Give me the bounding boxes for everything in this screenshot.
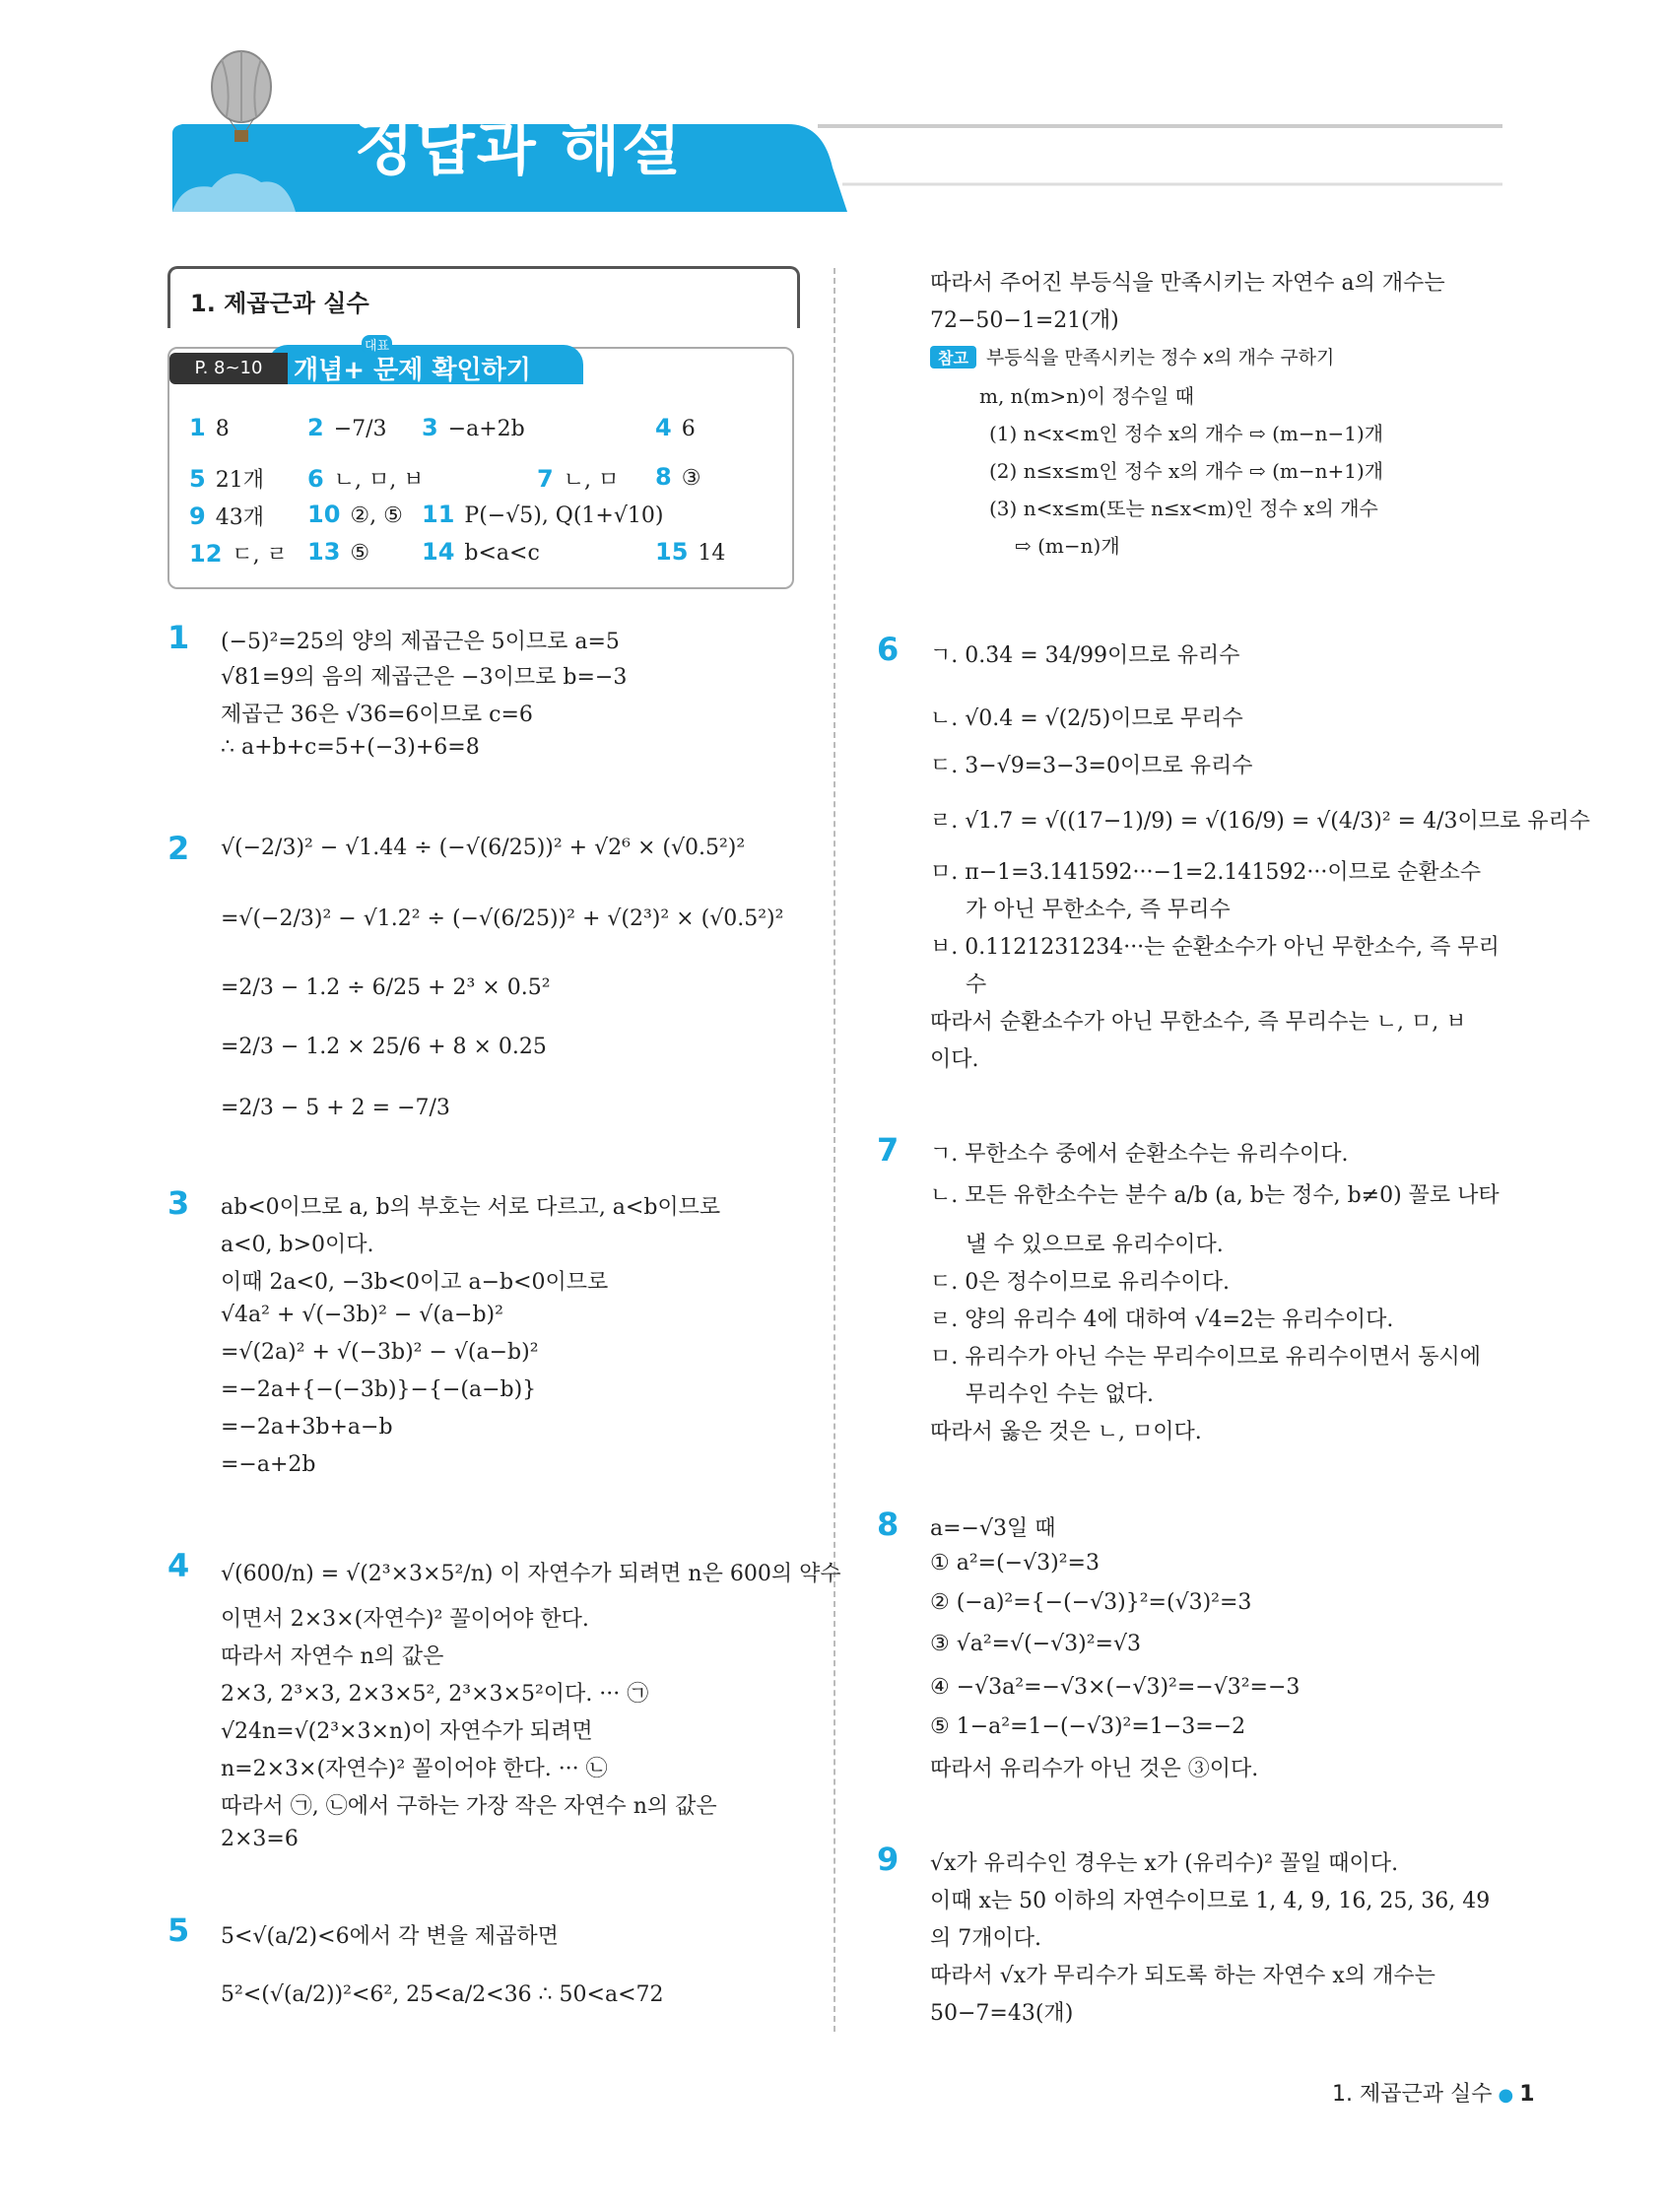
solution-line: ∴ a+b+c=5+(−3)+6=8 xyxy=(221,735,480,760)
header-banner xyxy=(0,39,1668,236)
answer-item: 9 43개 xyxy=(189,503,264,530)
solution-line: 따라서 유리수가 아닌 것은 ③이다. xyxy=(930,1757,1259,1781)
answer-label-badge: 대표 xyxy=(362,335,392,354)
solution-line: ㅁ. 유리수가 아닌 수는 무리수이므로 유리수이면서 동시에 xyxy=(930,1345,1482,1370)
solution-line: 72−50−1=21(개) xyxy=(930,308,1119,333)
solution-line: ㄴ. √0.4 = √(2/5)이므로 무리수 xyxy=(930,706,1243,731)
solution-line: ㄴ. 모든 유한소수는 분수 a/b (a, b는 정수, b≠0) 꼴로 나타 xyxy=(930,1183,1500,1208)
answer-item: 1 8 xyxy=(189,414,230,441)
solution-line: =−2a+3b+a−b xyxy=(221,1415,393,1440)
solution-line: ① a²=(−√3)²=3 xyxy=(930,1551,1100,1575)
answer-item: 5 21개 xyxy=(189,465,264,493)
problem-number: 1 xyxy=(167,619,190,656)
answer-item: 12 ㄷ, ㄹ xyxy=(189,540,288,568)
problem-number: 8 xyxy=(877,1506,900,1543)
column-divider xyxy=(834,268,835,2032)
answer-label-text: 개념+ 문제 확인하기 xyxy=(294,356,531,385)
solution-line: √(600/n) = √(2³×3×5²/n) 이 자연수가 되려면 n은 600의 약수 xyxy=(221,1562,841,1586)
solution-line: (−5)²=25의 양의 제곱근은 5이므로 a=5 xyxy=(221,630,620,654)
solution-line: ㅁ. π−1=3.141592···−1=2.141592···이므로 순환소수 xyxy=(930,860,1482,885)
answer-item: 13 ⑤ xyxy=(307,538,370,566)
answer-item: 15 14 xyxy=(655,538,726,566)
solution-line: =2/3 − 1.2 ÷ 6/25 + 2³ × 0.5² xyxy=(221,975,551,1000)
solution-line: √(−2/3)² − √1.44 ÷ (−√(6/25))² + √2⁶ × (√0.5²)² xyxy=(221,836,746,860)
problem-number: 2 xyxy=(167,830,190,867)
note-badge: 참고 xyxy=(930,346,976,369)
solution-line: ③ √a²=√(−√3)²=√3 xyxy=(930,1632,1142,1656)
solution-line: 이때 2a<0, −3b<0이고 a−b<0이므로 xyxy=(221,1270,609,1295)
solution-line: √24n=√(2³×3×n)이 자연수가 되려면 xyxy=(221,1719,593,1744)
solution-line: ㄱ. 무한소수 중에서 순환소수는 유리수이다. xyxy=(930,1142,1349,1167)
problem-number: 4 xyxy=(167,1547,190,1584)
solution-line: 50−7=43(개) xyxy=(930,2001,1074,2026)
answer-item: 10 ②, ⑤ xyxy=(307,501,403,528)
solution-line: =2/3 − 5 + 2 = −7/3 xyxy=(221,1096,450,1120)
note-line: m, n(m>n)이 정수일 때 xyxy=(979,384,1195,408)
solution-line: 가 아닌 무한소수, 즉 무리수 xyxy=(966,898,1231,922)
problem-number: 7 xyxy=(877,1131,900,1169)
solution-line: 제곱근 36은 √36=6이므로 c=6 xyxy=(221,703,533,727)
solution-line: 2×3=6 xyxy=(221,1827,299,1851)
solution-line: 수 xyxy=(966,972,987,997)
solution-line: =√(2a)² + √(−3b)² − √(a−b)² xyxy=(221,1340,539,1365)
solution-line: ㅂ. 0.1121231234···는 순환소수가 아닌 무한소수, 즉 무리 xyxy=(930,935,1500,960)
note-heading xyxy=(930,343,1334,369)
solution-line: n=2×3×(자연수)² 꼴이어야 한다. ··· ㉡ xyxy=(221,1757,608,1781)
solution-line: 이면서 2×3×(자연수)² 꼴이어야 한다. xyxy=(221,1607,589,1632)
answer-item: 2 −7/3 xyxy=(307,414,387,441)
solution-line: =−2a+{−(−3b)}−{−(a−b)} xyxy=(221,1377,537,1402)
answer-item: 4 6 xyxy=(655,414,696,441)
note-line: (3) n<x≤m(또는 n≤x<m)인 정수 x의 개수 xyxy=(989,497,1378,520)
answer-item: 7 ㄴ, ㅁ xyxy=(537,465,620,493)
answer-item: 14 b<a<c xyxy=(422,538,540,566)
solution-line: ab<0이므로 a, b의 부호는 서로 다르고, a<b이므로 xyxy=(221,1195,721,1220)
solution-line: 따라서 √x가 무리수가 되도록 하는 자연수 x의 개수는 xyxy=(930,1964,1435,1988)
solution-line: =−a+2b xyxy=(221,1452,316,1477)
bullet-icon: ● xyxy=(1498,2085,1514,2106)
solution-line: 2×3, 2³×3, 2×3×5², 2³×3×5²이다. ··· ㉠ xyxy=(221,1682,649,1707)
problem-number: 3 xyxy=(167,1184,190,1222)
solution-line: 따라서 주어진 부등식을 만족시키는 자연수 a의 개수는 xyxy=(930,271,1445,296)
solution-line: 5²<(√(a/2))²<6², 25<a/2<36 ∴ 50<a<72 xyxy=(221,1982,664,2007)
note-line: (1) n<x<m인 정수 x의 개수 ⇨ (m−n−1)개 xyxy=(989,422,1384,445)
note-title: 부등식을 만족시키는 정수 x의 개수 구하기 xyxy=(985,347,1335,369)
solution-line: 따라서 순환소수가 아닌 무한소수, 즉 무리수는 ㄴ, ㅁ, ㅂ xyxy=(930,1010,1467,1035)
solution-line: 이다. xyxy=(930,1047,979,1072)
solution-line: 이때 x는 50 이하의 자연수이므로 1, 4, 9, 16, 25, 36, 49 xyxy=(930,1889,1491,1913)
solution-line: a=−√3일 때 xyxy=(930,1516,1056,1541)
solution-line: =√(−2/3)² − √1.2² ÷ (−√(6/25))² + √(2³)² × (√0.5²)² xyxy=(221,906,784,931)
solution-line: 따라서 ㉠, ㉡에서 구하는 가장 작은 자연수 n의 값은 xyxy=(221,1794,717,1819)
page-range-tab: P. 8~10 xyxy=(169,353,288,384)
footer-chapter: 1. 제곱근과 실수 xyxy=(1332,2082,1493,2107)
solution-line: √x가 유리수인 경우는 x가 (유리수)² 꼴일 때이다. xyxy=(930,1851,1399,1876)
note-line: (2) n≤x≤m인 정수 x의 개수 ⇨ (m−n+1)개 xyxy=(989,459,1384,483)
solution-line: ㄷ. 3−√9=3−3=0이므로 유리수 xyxy=(930,754,1253,778)
solution-line: 5<√(a/2)<6에서 각 변을 제곱하면 xyxy=(221,1924,559,1949)
solution-line: ㄱ. 0.3̇4̇ = 34/99이므로 유리수 xyxy=(930,643,1240,668)
problem-number: 6 xyxy=(877,631,900,668)
solution-line: =2/3 − 1.2 × 25/6 + 8 × 0.25 xyxy=(221,1035,547,1059)
solution-line: 따라서 옳은 것은 ㄴ, ㅁ이다. xyxy=(930,1420,1202,1444)
solution-line: 의 7개이다. xyxy=(930,1926,1041,1951)
solution-line: ② (−a)²={−(−√3)}²=(√3)²=3 xyxy=(930,1590,1252,1615)
answer-item: 11 P(−√5), Q(1+√10) xyxy=(422,501,664,528)
problem-number: 9 xyxy=(877,1841,900,1878)
page-footer xyxy=(1332,2077,1535,2108)
section-title: 1. 제곱근과 실수 xyxy=(190,290,369,317)
page-number: 1 xyxy=(1519,2082,1535,2107)
solution-line: ㄹ. 양의 유리수 4에 대하여 √4=2는 유리수이다. xyxy=(930,1307,1394,1332)
solution-line: 무리수인 수는 없다. xyxy=(966,1382,1154,1407)
answer-item: 6 ㄴ, ㅁ, ㅂ xyxy=(307,465,425,493)
solution-line: √4a² + √(−3b)² − √(a−b)² xyxy=(221,1303,503,1327)
page-title: 정답과 해설 xyxy=(355,111,684,183)
solution-line: 낼 수 있으므로 유리수이다. xyxy=(966,1233,1224,1257)
solution-line: a<0, b>0이다. xyxy=(221,1233,374,1257)
solution-line: ④ −√3a²=−√3×(−√3)²=−√3²=−3 xyxy=(930,1675,1301,1700)
solution-line: 따라서 자연수 n의 값은 xyxy=(221,1644,444,1669)
answer-item: 8 ③ xyxy=(655,463,701,491)
problem-number: 5 xyxy=(167,1911,190,1949)
solution-line: √81=9의 음의 제곱근은 −3이므로 b=−3 xyxy=(221,665,628,690)
solution-line: ⑤ 1−a²=1−(−√3)²=1−3=−2 xyxy=(930,1714,1246,1739)
solution-line: ㄷ. 0은 정수이므로 유리수이다. xyxy=(930,1270,1230,1295)
answer-item: 3 −a+2b xyxy=(422,414,525,441)
solution-line: ㄹ. √1.7̇ = √((17−1)/9) = √(16/9) = √(4/3)² = 4/3이므로 유리수 xyxy=(930,809,1591,834)
note-line: ⇨ (m−n)개 xyxy=(1015,534,1120,558)
